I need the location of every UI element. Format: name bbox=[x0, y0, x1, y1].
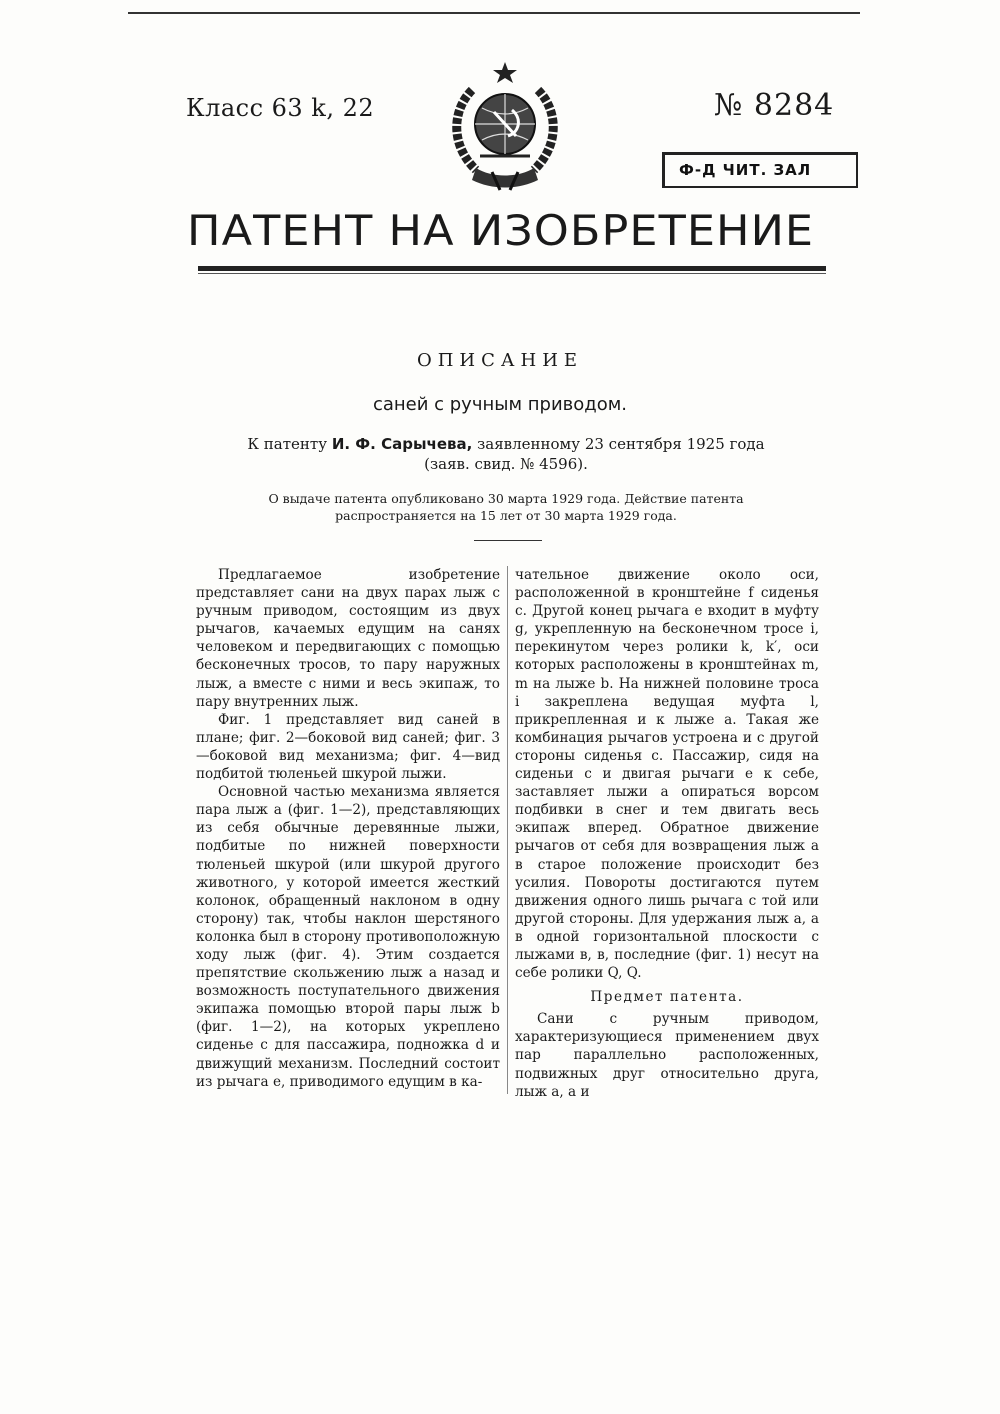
applicant-prefix: К патенту bbox=[247, 435, 328, 453]
paragraph: Предлагаемое изобретение представляет сани на двух парах лыж с ручным приводом, состоящим из двух рычагов, качаемых едущим на санях человеком и передвигающих с помощью бесконечных тросов, то пару наружных лыж, а вместе с ними и весь экипаж, то пару внутренних лыж. bbox=[196, 567, 500, 710]
library-stamp: Ф-Д ЧИТ. ЗАЛ bbox=[662, 152, 858, 188]
right-column bbox=[515, 566, 819, 1101]
patent-number: № 8284 bbox=[714, 88, 835, 123]
ussr-coat-of-arms-icon bbox=[442, 60, 568, 192]
top-border-rule bbox=[128, 12, 860, 14]
applicant-date: заявленному 23 сентября 1925 года bbox=[477, 435, 765, 453]
description-heading: ОПИСАНИЕ bbox=[416, 350, 584, 371]
document-title: ПАТЕНТ НА ИЗОБРЕТЕНИЕ bbox=[187, 206, 815, 255]
title-underline-thin bbox=[198, 273, 826, 274]
paragraph: Сани с ручным приводом, характеризующиеся применением двух пар параллельно расположенных, подвижных друг относительно друга, лыж a, a и bbox=[515, 1011, 819, 1100]
paragraph: Фиг. 1 представляет вид саней в плане; фиг. 2—боковой вид саней; фиг. 3—боковой вид механизма; фиг. 4—вид подбитой тюленьей шкурой лыжи. bbox=[196, 711, 500, 783]
subject-heading: Предмет патента. bbox=[590, 989, 744, 1006]
description-subheading: саней с ручным приводом. bbox=[372, 394, 628, 415]
applicant-name: И. Ф. Сарычева, bbox=[331, 435, 473, 453]
section-divider bbox=[474, 540, 542, 541]
applicant-info bbox=[246, 434, 766, 474]
column-divider bbox=[507, 566, 508, 1094]
class-label: Класс 63 k, 22 bbox=[186, 94, 375, 122]
application-reference: (заяв. свид. № 4596). bbox=[424, 455, 588, 473]
publication-notice: О выдаче патента опубликовано 30 марта 1929 года. Действие патента распространяется на 15 лет от 30 марта 1929 года. bbox=[268, 491, 744, 523]
paragraph: чательное движение около оси, расположенной в кронштейне f сиденья c. Другой конец рычага e входит в муфту g, укрепленную на бесконечном тросе i, перекинутом через ролики k, k′, оси которых расположены в кронштейнах m, m на лыже b. На нижней половине троса i закреплена ведущая муфта l, прикрепленная и к лыже a. Такая же комбинация рычагов устроена и с другой стороны сиденья c. Пассажир, сидя на сиденьи c и двигая рычаги e к себе, заставляет лыжи a опираться ворсом подбивки в снег и тем двигать весь экипаж вперед. Обратное движение рычагов от себя для возвращения лыж a в старое положение происходит без усилия. Повороты достигаются путем движения одного лишь рычага с той или другой стороны. Для удержания лыж a, a в одной горизонтальной плоскости с лыжами в, в, последние (фиг. 1) несут на себе ролики Q, Q. bbox=[515, 567, 819, 982]
paragraph: Основной частью механизма является пара лыж a (фиг. 1—2), представляющих из себя обычные деревянные лыжи, подбитые по нижней поверхности тюленьей шкурой (или шкурой другого животного, у которой имеется жесткий колонок, обращенный наклоном в одну сторону) так, чтобы наклон шерстяного колонка был в сторону противоположную ходу лыж (фиг. 4). Этим создается препятствие скольжению лыж a назад и возможность поступательного движения экипажа помощью второй пары лыж b (фиг. 1—2), на которых укреплено сиденье c для пассажира, подножка d и движущий механизм. Последний состоит из рычага e, приводимого едущим в ка- bbox=[196, 784, 500, 1090]
left-column bbox=[196, 566, 500, 1091]
title-underline bbox=[198, 266, 826, 271]
